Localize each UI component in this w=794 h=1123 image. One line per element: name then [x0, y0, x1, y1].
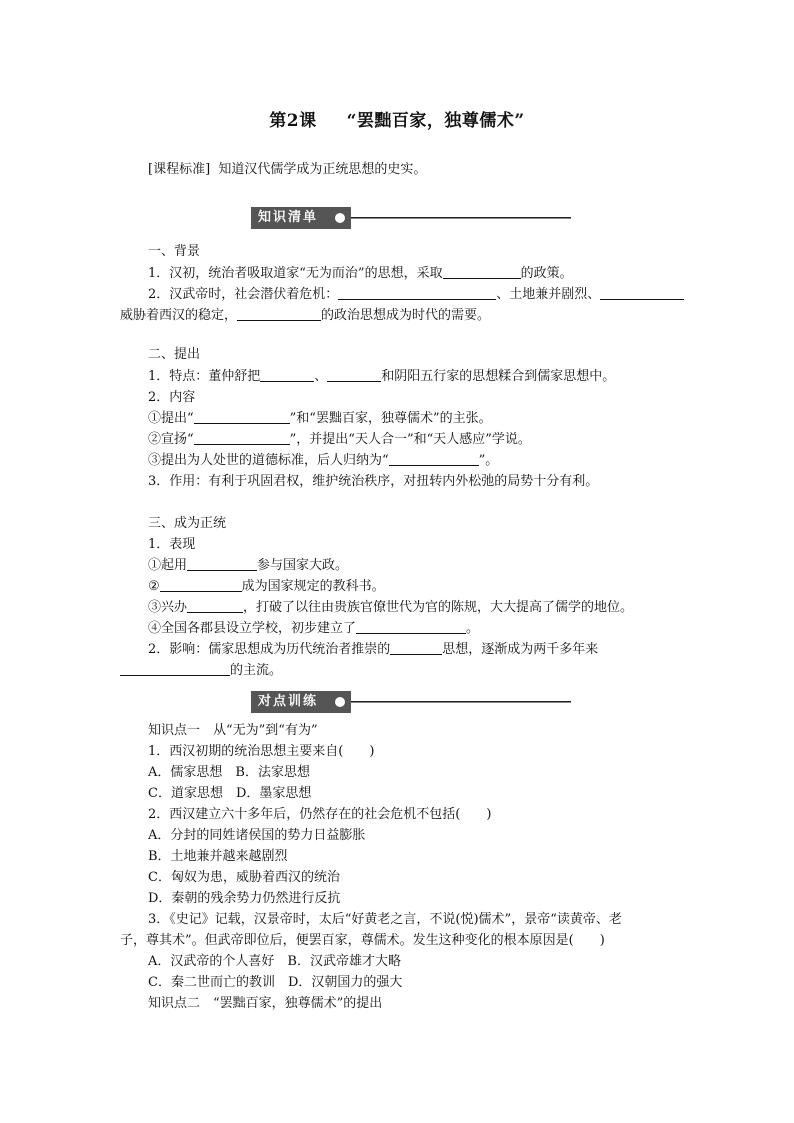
text-line: 1．表现 — [148, 537, 196, 552]
fill-blank[interactable] — [443, 264, 521, 279]
fill-blank[interactable] — [194, 430, 290, 445]
fill-blank[interactable] — [187, 598, 243, 613]
lesson-number: 第2课 — [269, 111, 317, 131]
answer-options: A．儒家思想 B．法家思想 — [148, 765, 310, 780]
text: 思想，逐渐成为两千多年来 — [442, 642, 599, 657]
fill-blank[interactable] — [338, 285, 496, 300]
text: 。 — [466, 621, 480, 636]
text: 2．影响：儒家思想成为历代统治者推崇的 — [148, 642, 391, 657]
text: ，打破了以往由贵族官僚世代为官的陈规，大大提高了儒学的地位。 — [243, 600, 634, 615]
text: ①提出“ — [148, 411, 194, 426]
question: 2．西汉建立六十多年后，仍然存在的社会危机不包括( ) — [148, 807, 492, 822]
page-title — [0, 106, 794, 131]
text-line: 2．内容 — [148, 390, 196, 405]
text-line — [148, 598, 633, 618]
text: 的政策。 — [520, 266, 573, 281]
knowledge-point-heading: 知识点二 “罢黜百家，独尊儒术”的提出 — [148, 996, 383, 1011]
answer-option: B．土地兼并越来越剧烈 — [148, 849, 288, 864]
fill-blank[interactable] — [356, 619, 466, 634]
text: 成为国家规定的教科书。 — [241, 579, 385, 594]
fill-blank[interactable] — [160, 577, 242, 592]
question: 3．《史记》记载，汉景帝时，太后“好黄老之言，不说(悦)儒术”，景帝“读黄帝、老 — [148, 912, 622, 927]
text-line — [148, 285, 684, 305]
text: 威胁着西汉的稳定， — [120, 308, 238, 323]
text: 参与国家大政。 — [257, 558, 349, 573]
text: ”和“罢黜百家，独尊儒术”的主张。 — [289, 411, 492, 426]
answer-options: C．道家思想 D．墨家思想 — [148, 786, 312, 801]
section-heading: 一、背景 — [148, 244, 201, 259]
text: 1．汉初，统治者吸取道家“无为而治”的思想，采取 — [148, 266, 443, 281]
text: 2．汉武帝时，社会潜伏着危机： — [148, 287, 339, 302]
banner-label: 对点训练 — [251, 691, 351, 713]
fill-blank[interactable] — [260, 367, 314, 382]
question-continued: 子，尊其术”。但武帝即位后，便罢百家，尊儒术。发生这种变化的根本原因是( ) — [120, 933, 605, 948]
fill-blank[interactable] — [237, 306, 321, 321]
bullet-dot-icon — [335, 213, 345, 223]
fill-blank[interactable] — [120, 661, 230, 676]
fill-blank[interactable] — [389, 451, 479, 466]
text-line — [120, 661, 282, 681]
text-line — [148, 577, 385, 597]
text: ”，并提出“天人合一”和“天人感应”学说。 — [289, 432, 531, 447]
text: 、 — [314, 369, 328, 384]
answer-options: C．秦二世而亡的教训 D．汉朝国力的强大 — [148, 975, 403, 990]
answer-option: D．秦朝的残余势力仍然进行反抗 — [148, 891, 341, 906]
text-line: 3．作用：有利于巩固君权，维护统治秩序，对扭转内外松弛的局势十分有利。 — [148, 474, 599, 489]
banner-rule — [351, 701, 571, 703]
text: ② — [148, 579, 160, 594]
text-line — [120, 306, 490, 326]
text: ④全国各郡县设立学校，初步建立了 — [148, 621, 357, 636]
text: ①起用 — [148, 558, 188, 573]
section-heading: 二、提出 — [148, 347, 201, 362]
text-line — [148, 619, 479, 639]
text: 的政治思想成为时代的需要。 — [321, 308, 491, 323]
text-line — [148, 430, 531, 450]
text: ②宣扬“ — [148, 432, 194, 447]
course-standard — [148, 160, 426, 180]
standard-tag: [课程标准] — [148, 162, 211, 177]
text: 的主流。 — [230, 663, 283, 678]
fill-blank[interactable] — [194, 409, 290, 424]
text: 1．特点：董仲舒把 — [148, 369, 261, 384]
text-line — [148, 409, 492, 429]
text: ”。 — [478, 453, 499, 468]
bullet-dot-icon — [335, 697, 345, 707]
answer-options: A．汉武帝的个人喜好 B．汉武帝雄才大略 — [148, 954, 401, 969]
banner-rule — [351, 217, 571, 219]
text: 、土地兼并剧烈、 — [496, 287, 601, 302]
text-line — [148, 640, 598, 660]
text: ③提出为人处世的道德标准，后人归纳为“ — [148, 453, 389, 468]
knowledge-point-heading: 知识点一 从“无为”到“有为” — [148, 723, 318, 738]
text-line — [148, 556, 348, 576]
section-heading: 三、成为正统 — [148, 516, 227, 531]
answer-option: C．匈奴为患，威胁着西汉的统治 — [148, 870, 340, 885]
text: 和阴阳五行家的思想糅合到儒家思想中。 — [381, 369, 616, 384]
question: 1．西汉初期的统治思想主要来自( ) — [148, 744, 375, 759]
text-line — [148, 367, 615, 387]
text-line — [148, 264, 573, 284]
standard-text: 知道汉代儒学成为正统思想的史实。 — [218, 162, 427, 177]
fill-blank[interactable] — [390, 640, 442, 655]
banner-label: 知识清单 — [251, 207, 351, 229]
fill-blank[interactable] — [187, 556, 257, 571]
text-line — [148, 451, 498, 471]
text: ③兴办 — [148, 600, 188, 615]
lesson-name: “罢黜百家，独尊儒术” — [346, 111, 525, 131]
fill-blank[interactable] — [327, 367, 381, 382]
answer-option: A．分封的同姓诸侯国的势力日益膨胀 — [148, 828, 366, 843]
fill-blank[interactable] — [600, 285, 684, 300]
